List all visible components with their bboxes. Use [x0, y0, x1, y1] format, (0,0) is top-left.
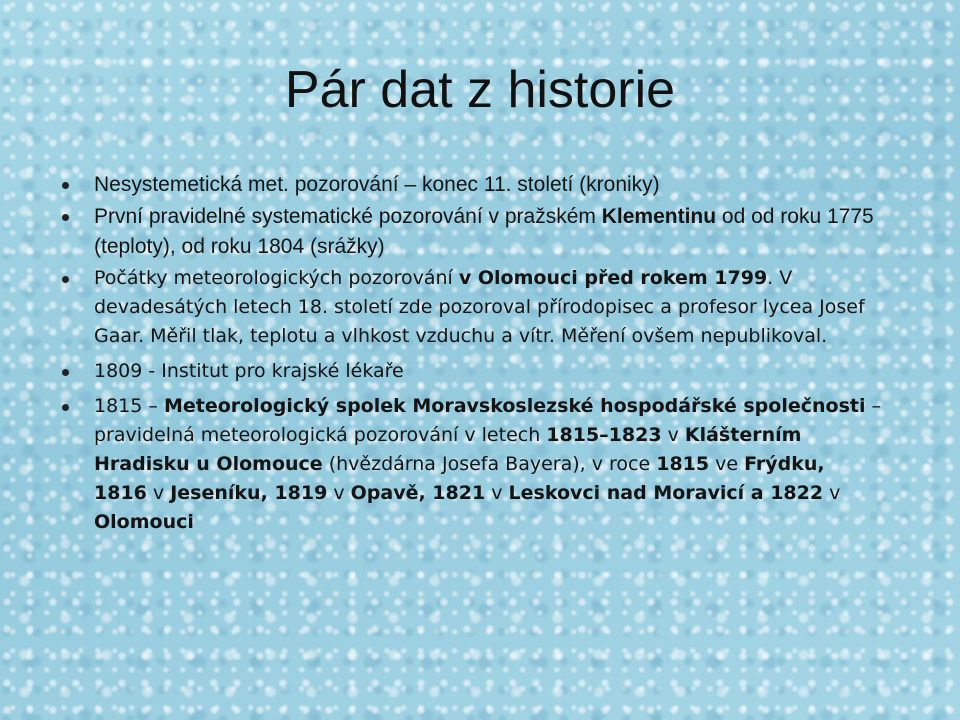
- bullet-text: v: [823, 482, 841, 504]
- bullet-text: . V devadesátých letech 18. století zde pozoroval přírodopisec a profesor lycea Josef Gaar. Měřil tlak, teplotu a vlhkost vzduchu a vítr. Měření ovšem nepublikoval.: [94, 267, 865, 347]
- bullet-text: 1815 –: [94, 395, 164, 417]
- bullet-item: [62, 357, 882, 386]
- bullet-text: 1809 - Institut pro krajské lékaře: [94, 360, 404, 382]
- bullet-text: – pravidelná meteorologická pozorování v letech: [94, 395, 882, 446]
- bullet-item: [62, 170, 882, 200]
- bullet-text: v: [485, 482, 509, 504]
- bullet-dot-icon: [62, 182, 69, 189]
- bullet-text-bold: Opavě, 1821: [350, 482, 486, 504]
- bullet-text: v: [146, 482, 171, 504]
- bullet-text: od od roku 1775 (teploty), od roku 1804 (srážky): [94, 205, 874, 258]
- bullet-text: Počátky meteorologických pozorování: [94, 267, 459, 289]
- bullet-text: Nesystemetická met. pozorování – konec 11. století (kroniky): [94, 173, 660, 196]
- bullet-dot-icon: [62, 214, 69, 221]
- bullet-text-bold: Frýdku, 1816: [94, 453, 825, 504]
- bullet-text: v: [327, 482, 351, 504]
- slide-title: Pár dat z historie: [284, 61, 676, 119]
- bullet-text: První pravidelné systematické pozorování v pražském: [94, 205, 602, 228]
- bullet-text-bold: v Olomouci před rokem 1799: [458, 267, 768, 289]
- bullet-text-bold: Klášterním Hradisku u Olomouce: [94, 424, 802, 475]
- bullet-item: [62, 202, 882, 262]
- bullet-text: (hvězdárna Josefa Bayera), v roce: [322, 453, 657, 475]
- bullet-text-bold: Klementinu: [601, 205, 717, 228]
- bullet-text: ve: [709, 453, 745, 475]
- bullet-text-bold: Olomouci: [94, 511, 194, 533]
- bullet-text-bold: Leskovci nad Moravicí a 1822: [508, 482, 824, 504]
- bullet-text-bold: 1815: [656, 453, 710, 475]
- bullet-item: [62, 264, 882, 351]
- bullet-text: v: [661, 424, 685, 446]
- bullet-dot-icon: [62, 276, 69, 283]
- bullet-dot-icon: [62, 369, 69, 376]
- bullet-text-bold: Jeseníku, 1819: [170, 482, 328, 504]
- bullet-dot-icon: [62, 404, 69, 411]
- bullet-text-bold: 1815–1823: [546, 424, 662, 446]
- bullet-text-bold: Meteorologický spolek Moravskoslezské hospodářské společnosti: [163, 395, 866, 417]
- bullet-item: [62, 392, 882, 537]
- bullet-list: [62, 170, 882, 543]
